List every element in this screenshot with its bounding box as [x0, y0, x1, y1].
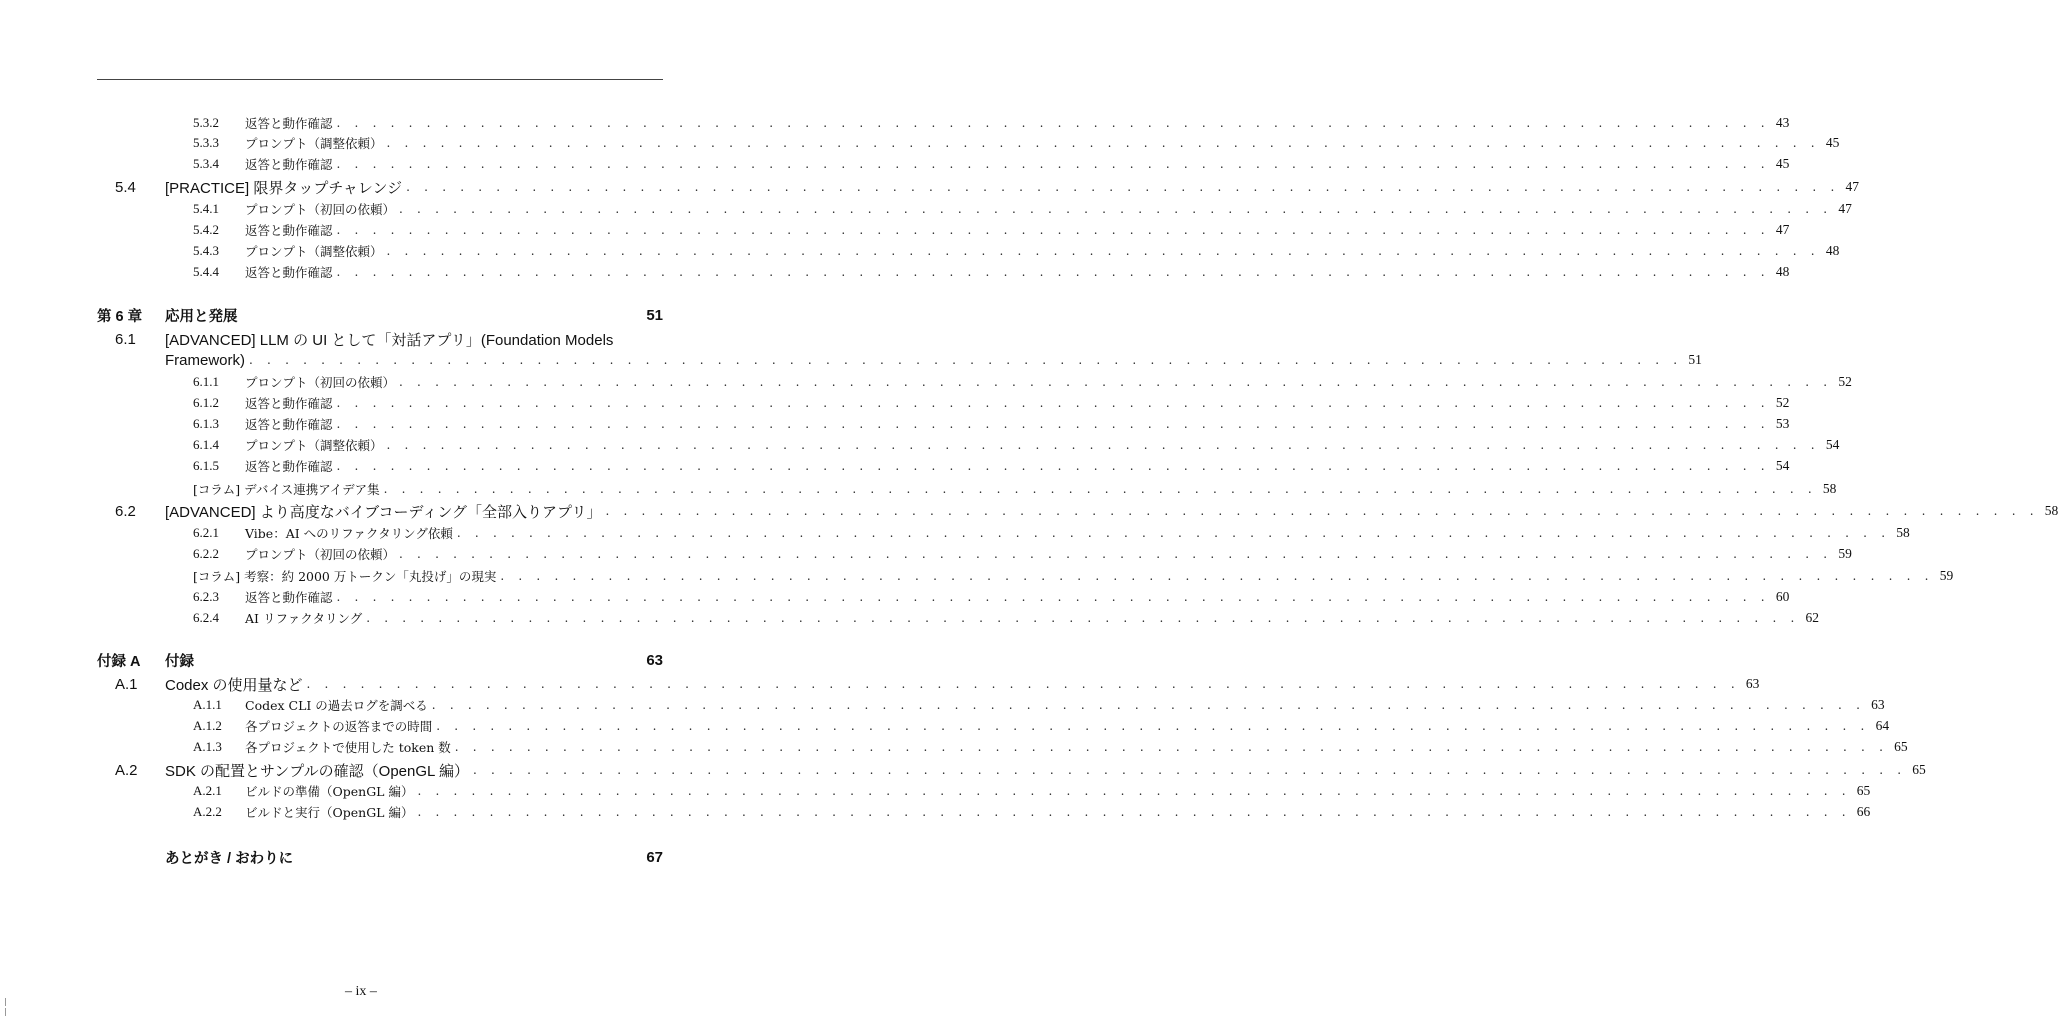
- entry-number: 5.3.4: [193, 156, 219, 171]
- entry-page: 43: [1775, 115, 1790, 130]
- toc-section-entry[interactable]: [97, 501, 2058, 521]
- entry-number: 第 6 章: [97, 308, 143, 325]
- dot-leader: . . . . . . . . . . . . . . . . . . . . . . . . . . . . . . . . . . . . . . . . . . . . . . . . . . . . . . . . . . . . . . . . . . . . . . . . . . . . . . . .: [383, 482, 1817, 496]
- dot-leader: . . . . . . . . . . . . . . . . . . . . . . . . . . . . . . . . . . . . . . . . . . . . . . . . . . . . . . . . . . . . . . . . . . . . . . . . . . . . . . . .: [336, 157, 1770, 171]
- entry-title: Codex CLI の過去ログを調べる: [245, 698, 428, 713]
- crop-mark: [5, 998, 6, 1006]
- dot-leader: . . . . . . . . . . . . . . . . . . . . . . . . . . . . . . . . . . . . . . . . . . . . . . . . . . . . . . . . . . . . . . . . . . . . . . . . . . . . . . . .: [336, 417, 1770, 431]
- entry-number: 6.1: [115, 330, 136, 348]
- entry-title: プロンプト（初回の依頼）: [245, 375, 396, 390]
- entry-page: 65: [1856, 783, 1871, 798]
- entry-page: 48: [1825, 243, 1840, 258]
- entry-number: 5.4.4: [193, 264, 219, 279]
- dot-leader: . . . . . . . . . . . . . . . . . . . . . . . . . . . . . . . . . . . . . . . . . . . . . . . . . . . . . . . . . . . . . . . . . . . . . . . . . . . . . . . .: [249, 353, 1683, 367]
- dot-leader: . . . . . . . . . . . . . . . . . . . . . . . . . . . . . . . . . . . . . . . . . . . . . . . . . . . . . . . . . . . . . . . . . . . . . . . . . . . . . . . .: [472, 763, 1907, 777]
- entry-page: 45: [1825, 135, 1840, 150]
- entry-number: 6.2: [115, 502, 136, 520]
- entry-title: プロンプト（初回の依頼）: [245, 202, 396, 217]
- toc-subsection-entry[interactable]: [97, 802, 1871, 822]
- entry-page: 54: [1775, 458, 1790, 473]
- entry-number: 6.1.3: [193, 416, 219, 431]
- header-rule: [97, 79, 663, 80]
- entry-number: 6.1.1: [193, 374, 219, 389]
- entry-title: 返答と動作確認: [245, 265, 333, 280]
- entry-page: 47: [1845, 179, 1859, 194]
- toc-subsection-entry[interactable]: [97, 220, 1790, 240]
- entry-page: 47: [1775, 222, 1790, 237]
- entry-page: 67: [646, 848, 663, 866]
- toc-subsection-entry[interactable]: [97, 372, 1852, 392]
- entry-page: 45: [1775, 156, 1790, 171]
- dot-leader: . . . . . . . . . . . . . . . . . . . . . . . . . . . . . . . . . . . . . . . . . . . . . . . . . . . . . . . . . . . . . . . . . . . . . . . . . . . . . . . .: [336, 116, 1770, 130]
- toc-subsection-entry[interactable]: [97, 414, 1790, 434]
- entry-title: [コラム] 考察：約 2000 万トークン「丸投げ」の現実: [193, 569, 497, 584]
- entry-title: プロンプト（調整依頼）: [245, 136, 383, 151]
- entry-page: 62: [1805, 610, 1820, 625]
- dot-leader: . . . . . . . . . . . . . . . . . . . . . . . . . . . . . . . . . . . . . . . . . . . . . . . . . . . . . . . . . . . . . . . . . . . . . . . . . . . . . . . .: [454, 740, 1889, 754]
- entry-page: 53: [1775, 416, 1790, 431]
- entry-page: 54: [1825, 437, 1840, 452]
- page-number-footer: – ix –: [345, 984, 377, 999]
- entry-number: 6.2.1: [193, 525, 219, 540]
- toc-subsection-entry[interactable]: [97, 393, 1790, 413]
- entry-number: A.1.3: [193, 739, 222, 754]
- entry-number: 6.2.4: [193, 610, 219, 625]
- entry-title: [ADVANCED] LLM の UI として「対話アプリ」(Foundation Models: [165, 331, 614, 349]
- dot-leader: . . . . . . . . . . . . . . . . . . . . . . . . . . . . . . . . . . . . . . . . . . . . . . . . . . . . . . . . . . . . . . . . . . . . . . . . . . . . . . . .: [386, 136, 1820, 150]
- entry-title-continued: Framework): [165, 351, 246, 369]
- entry-number: A.1.1: [193, 697, 222, 712]
- dot-leader: . . . . . . . . . . . . . . . . . . . . . . . . . . . . . . . . . . . . . . . . . . . . . . . . . . . . . . . . . . . . . . . . . . . . . . . . . . . . . . . .: [605, 504, 2039, 518]
- entry-page: 51: [646, 306, 663, 324]
- dot-leader: . . . . . . . . . . . . . . . . . . . . . . . . . . . . . . . . . . . . . . . . . . . . . . . . . . . . . . . . . . . . . . . . . . . . . . . . . . . . . . . .: [399, 202, 1833, 216]
- toc-subsection-entry[interactable]: [97, 435, 1840, 455]
- entry-page: 64: [1875, 718, 1890, 733]
- entry-page: 63: [1871, 697, 1885, 712]
- entry-number: A.2.1: [193, 783, 222, 798]
- entry-title: 返答と動作確認: [245, 459, 333, 474]
- dot-leader: . . . . . . . . . . . . . . . . . . . . . . . . . . . . . . . . . . . . . . . . . . . . . . . . . . . . . . . . . . . . . . . . . . . . . . . . . . . . . . . .: [417, 784, 1851, 798]
- dot-leader: . . . . . . . . . . . . . . . . . . . . . . . . . . . . . . . . . . . . . . . . . . . . . . . . . . . . . . . . . . . . . . . . . . . . . . . . . . . . . . . .: [399, 375, 1833, 389]
- dot-leader: . . . . . . . . . . . . . . . . . . . . . . . . . . . . . . . . . . . . . . . . . . . . . . . . . . . . . . . . . . . . . . . . . . . . . . . . . . . . . . . .: [386, 438, 1820, 452]
- toc-section-entry[interactable]: [97, 177, 1859, 197]
- entry-page: 60: [1775, 589, 1790, 604]
- dot-leader: . . . . . . . . . . . . . . . . . . . . . . . . . . . . . . . . . . . . . . . . . . . . . . . . . . . . . . . . . . . . . . . . . . . . . . . . . . . . . . . .: [306, 677, 1740, 691]
- toc-chapter-entry[interactable]: [97, 305, 663, 325]
- dot-leader: . . . . . . . . . . . . . . . . . . . . . . . . . . . . . . . . . . . . . . . . . . . . . . . . . . . . . . . . . . . . . . . . . . . . . . . . . . . . . . . .: [366, 611, 1800, 625]
- toc-subsection-entry[interactable]: [97, 479, 1837, 499]
- dot-leader: . . . . . . . . . . . . . . . . . . . . . . . . . . . . . . . . . . . . . . . . . . . . . . . . . . . . . . . . . . . . . . . . . . . . . . . . . . . . . . . .: [399, 547, 1833, 561]
- dot-leader: . . . . . . . . . . . . . . . . . . . . . . . . . . . . . . . . . . . . . . . . . . . . . . . . . . . . . . . . . . . . . . . . . . . . . . . . . . . . . . . .: [336, 590, 1770, 604]
- entry-page: 65: [1894, 739, 1908, 754]
- entry-title: あとがき / おわりに: [165, 850, 294, 867]
- toc-subsection-entry[interactable]: [97, 523, 1910, 543]
- dot-leader: . . . . . . . . . . . . . . . . . . . . . . . . . . . . . . . . . . . . . . . . . . . . . . . . . . . . . . . . . . . . . . . . . . . . . . . . . . . . . . . .: [336, 396, 1770, 410]
- dot-leader: . . . . . . . . . . . . . . . . . . . . . . . . . . . . . . . . . . . . . . . . . . . . . . . . . . . . . . . . . . . . . . . . . . . . . . . . . . . . . . . .: [456, 526, 1891, 540]
- entry-page: 63: [1745, 676, 1760, 691]
- toc-subsection-entry[interactable]: [97, 199, 1852, 219]
- entry-page: 52: [1775, 395, 1790, 410]
- entry-page: 66: [1856, 804, 1871, 819]
- entry-title: 返答と動作確認: [245, 223, 333, 238]
- toc-section-entry-continued[interactable]: [97, 350, 1702, 370]
- toc-subsection-entry[interactable]: [97, 737, 1908, 757]
- toc-section-entry[interactable]: [97, 760, 1926, 780]
- dot-leader: . . . . . . . . . . . . . . . . . . . . . . . . . . . . . . . . . . . . . . . . . . . . . . . . . . . . . . . . . . . . . . . . . . . . . . . . . . . . . . . .: [436, 719, 1870, 733]
- entry-number: 6.1.2: [193, 395, 219, 410]
- entry-number: 5.3.2: [193, 115, 219, 130]
- entry-page: 48: [1775, 264, 1790, 279]
- dot-leader: . . . . . . . . . . . . . . . . . . . . . . . . . . . . . . . . . . . . . . . . . . . . . . . . . . . . . . . . . . . . . . . . . . . . . . . . . . . . . . . .: [386, 244, 1820, 258]
- dot-leader: . . . . . . . . . . . . . . . . . . . . . . . . . . . . . . . . . . . . . . . . . . . . . . . . . . . . . . . . . . . . . . . . . . . . . . . . . . . . . . . .: [336, 223, 1770, 237]
- entry-number: 5.4.1: [193, 201, 219, 216]
- entry-number: A.1: [115, 675, 138, 693]
- entry-number: 6.2.2: [193, 546, 219, 561]
- toc-chapter-entry[interactable]: [97, 650, 663, 670]
- entry-page: 59: [1939, 568, 1954, 583]
- entry-title: [ADVANCED] より高度なバイブコーディング「全部入りアプリ」: [165, 503, 602, 521]
- entry-number: 付録 A: [97, 653, 141, 670]
- entry-page: 52: [1838, 374, 1852, 389]
- entry-title: ビルドの準備（OpenGL 編）: [245, 784, 414, 799]
- entry-title: 各プロジェクトで使用した token 数: [245, 740, 451, 755]
- entry-number: 6.1.4: [193, 437, 219, 452]
- entry-number: 6.2.3: [193, 589, 219, 604]
- entry-title: Vibe：AI へのリファクタリング依頼: [245, 526, 453, 541]
- entry-title: SDK の配置とサンプルの確認（OpenGL 編）: [165, 762, 469, 780]
- entry-title: 付録: [165, 653, 194, 670]
- dot-leader: . . . . . . . . . . . . . . . . . . . . . . . . . . . . . . . . . . . . . . . . . . . . . . . . . . . . . . . . . . . . . . . . . . . . . . . . . . . . . . . .: [336, 459, 1770, 473]
- dot-leader: . . . . . . . . . . . . . . . . . . . . . . . . . . . . . . . . . . . . . . . . . . . . . . . . . . . . . . . . . . . . . . . . . . . . . . . . . . . . . . . .: [431, 698, 1866, 712]
- entry-title: 返答と動作確認: [245, 157, 333, 172]
- entry-number: 6.1.5: [193, 458, 219, 473]
- toc-section-entry[interactable]: [97, 329, 663, 349]
- entry-title: AI リファクタリング: [245, 611, 363, 626]
- entry-title: 応用と発展: [165, 308, 238, 325]
- entry-page: 51: [1688, 352, 1702, 367]
- entry-page: 58: [2044, 503, 2058, 518]
- entry-title: [コラム] デバイス連携アイデア集: [193, 482, 380, 497]
- entry-title: 返答と動作確認: [245, 116, 333, 131]
- toc-subsection-entry[interactable]: [97, 133, 1840, 153]
- entry-title: プロンプト（初回の依頼）: [245, 547, 396, 562]
- entry-title: 返答と動作確認: [245, 590, 333, 605]
- entry-title: ビルドと実行（OpenGL 編）: [245, 805, 414, 820]
- entry-page: 47: [1838, 201, 1852, 216]
- entry-title: プロンプト（調整依頼）: [245, 438, 383, 453]
- entry-title: 返答と動作確認: [245, 396, 333, 411]
- entry-number: 5.4.2: [193, 222, 219, 237]
- crop-mark: [5, 1008, 6, 1016]
- entry-page: 59: [1838, 546, 1852, 561]
- entry-title: 各プロジェクトの返答までの時間: [245, 719, 433, 734]
- toc-chapter-entry[interactable]: [97, 847, 663, 867]
- toc-subsection-entry[interactable]: [97, 544, 1852, 564]
- entry-number: A.2.2: [193, 804, 222, 819]
- toc-subsection-entry[interactable]: [97, 154, 1790, 174]
- toc-section-entry[interactable]: [97, 674, 1760, 694]
- entry-title: Codex の使用量など: [165, 676, 303, 694]
- entry-title: [PRACTICE] 限界タップチャレンジ: [165, 179, 403, 197]
- toc-subsection-entry[interactable]: [97, 695, 1885, 715]
- toc-subsection-entry[interactable]: [97, 262, 1790, 282]
- toc-subsection-entry[interactable]: [97, 716, 1890, 736]
- toc-subsection-entry[interactable]: [97, 587, 1790, 607]
- entry-title: プロンプト（調整依頼）: [245, 244, 383, 259]
- entry-title: 返答と動作確認: [245, 417, 333, 432]
- dot-leader: . . . . . . . . . . . . . . . . . . . . . . . . . . . . . . . . . . . . . . . . . . . . . . . . . . . . . . . . . . . . . . . . . . . . . . . . . . . . . . . .: [500, 569, 1934, 583]
- dot-leader: . . . . . . . . . . . . . . . . . . . . . . . . . . . . . . . . . . . . . . . . . . . . . . . . . . . . . . . . . . . . . . . . . . . . . . . . . . . . . . . .: [417, 805, 1851, 819]
- entry-number: 5.3.3: [193, 135, 219, 150]
- entry-page: 63: [646, 651, 663, 669]
- toc-subsection-entry[interactable]: [97, 456, 1790, 476]
- toc-subsection-entry[interactable]: [97, 608, 1820, 628]
- toc-subsection-entry[interactable]: [97, 113, 1790, 133]
- entry-number: A.1.2: [193, 718, 222, 733]
- toc-subsection-entry[interactable]: [97, 566, 1954, 586]
- dot-leader: . . . . . . . . . . . . . . . . . . . . . . . . . . . . . . . . . . . . . . . . . . . . . . . . . . . . . . . . . . . . . . . . . . . . . . . . . . . . . . . .: [406, 180, 1840, 194]
- entry-number: 5.4.3: [193, 243, 219, 258]
- dot-leader: . . . . . . . . . . . . . . . . . . . . . . . . . . . . . . . . . . . . . . . . . . . . . . . . . . . . . . . . . . . . . . . . . . . . . . . . . . . . . . . .: [336, 265, 1770, 279]
- entry-page: 58: [1896, 525, 1910, 540]
- toc-subsection-entry[interactable]: [97, 781, 1871, 801]
- entry-number: A.2: [115, 761, 138, 779]
- entry-page: 65: [1912, 762, 1926, 777]
- toc-subsection-entry[interactable]: [97, 241, 1840, 261]
- entry-page: 58: [1822, 481, 1837, 496]
- entry-number: 5.4: [115, 178, 136, 196]
